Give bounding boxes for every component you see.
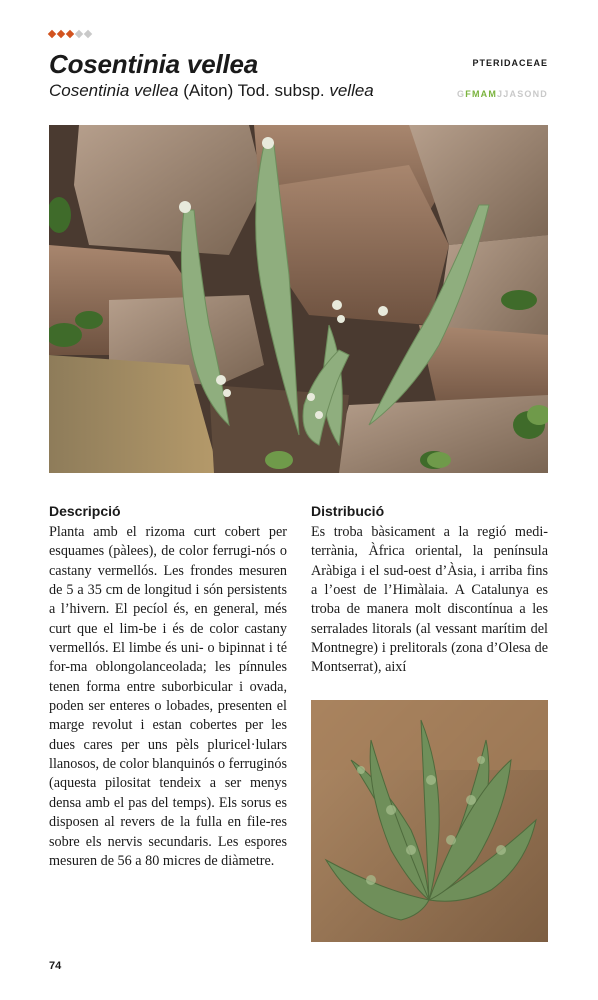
month-letter: M xyxy=(471,89,481,99)
subtitle-species: Cosentinia vellea xyxy=(49,81,179,100)
rating-diamond xyxy=(57,30,65,38)
month-letter: J xyxy=(497,89,504,99)
fern-photo-illustration xyxy=(49,125,548,473)
subtitle-authority: (Aiton) Tod. subsp. xyxy=(178,81,330,100)
family-label: PTERIDACEAE xyxy=(472,58,548,68)
month-letter: F xyxy=(465,89,472,99)
month-letter: A xyxy=(480,89,489,99)
month-letter: S xyxy=(517,89,525,99)
rating-diamond xyxy=(48,30,56,38)
rating-diamond xyxy=(75,30,83,38)
species-title: Cosentinia vellea xyxy=(49,49,259,79)
month-letter: J xyxy=(503,89,510,99)
rating-diamond xyxy=(84,30,92,38)
month-letter: D xyxy=(540,89,548,99)
distribution-heading: Distribució xyxy=(311,503,385,519)
description-heading: Descripció xyxy=(49,503,121,519)
fern-photo xyxy=(49,125,548,473)
distribution-text: Es troba bàsicament a la regió medi-terrània, Àfrica oriental, la península Aràbiga i el sud-oest d’Àsia, i arriba fins a l’oest de l’Himàlaia. A Catalunya es troba de manera molt discontínua a les serralades litorals (al vessant marítim del Montnegre) i prelitorals (zona d’Olesa de Montserrat), així xyxy=(311,524,548,676)
description-text: Planta amb el rizoma curt cobert per esquames (pàlees), de color ferrugi-nós o castany vermellós. Les frondes mesuren de 5 a 35 cm de longitud i són persistents a l’hivern. El pecíol és, en general, més curt que el lim-be i és de color castany vermellós. El limbe és uni- o bipinnat i té for-ma oblongolanceolada; les pínnules tenen forma entre suborbicular i ovada, poden ser enteres o lobades, presenten el marge revolut i estan cobertes per les dues cares per uns pèls pluricel·lulars llanosos, de color blanquinós o ferruginós (aquesta pilositat tendeix a ser menys densa amb el pas del temps). Els sorus es disposen al revers de la fulla en file-res sobre els nervis secundaris. Les espores mesuren de 56 a 80 micres de diàmetre. xyxy=(49,524,287,869)
month-letter: A xyxy=(509,89,518,99)
fern-closeup-illustration xyxy=(311,700,548,942)
month-letter: M xyxy=(488,89,498,99)
species-subtitle xyxy=(49,81,374,101)
subtitle-subspecies: vellea xyxy=(329,81,374,100)
page-number: 74 xyxy=(49,960,62,972)
fern-closeup-photo xyxy=(311,700,548,942)
month-calendar xyxy=(457,89,548,99)
rating-diamond xyxy=(66,30,74,38)
month-letter: N xyxy=(532,89,541,99)
month-letter: G xyxy=(457,89,466,99)
month-letter: O xyxy=(524,89,533,99)
rating-indicator xyxy=(49,31,91,37)
